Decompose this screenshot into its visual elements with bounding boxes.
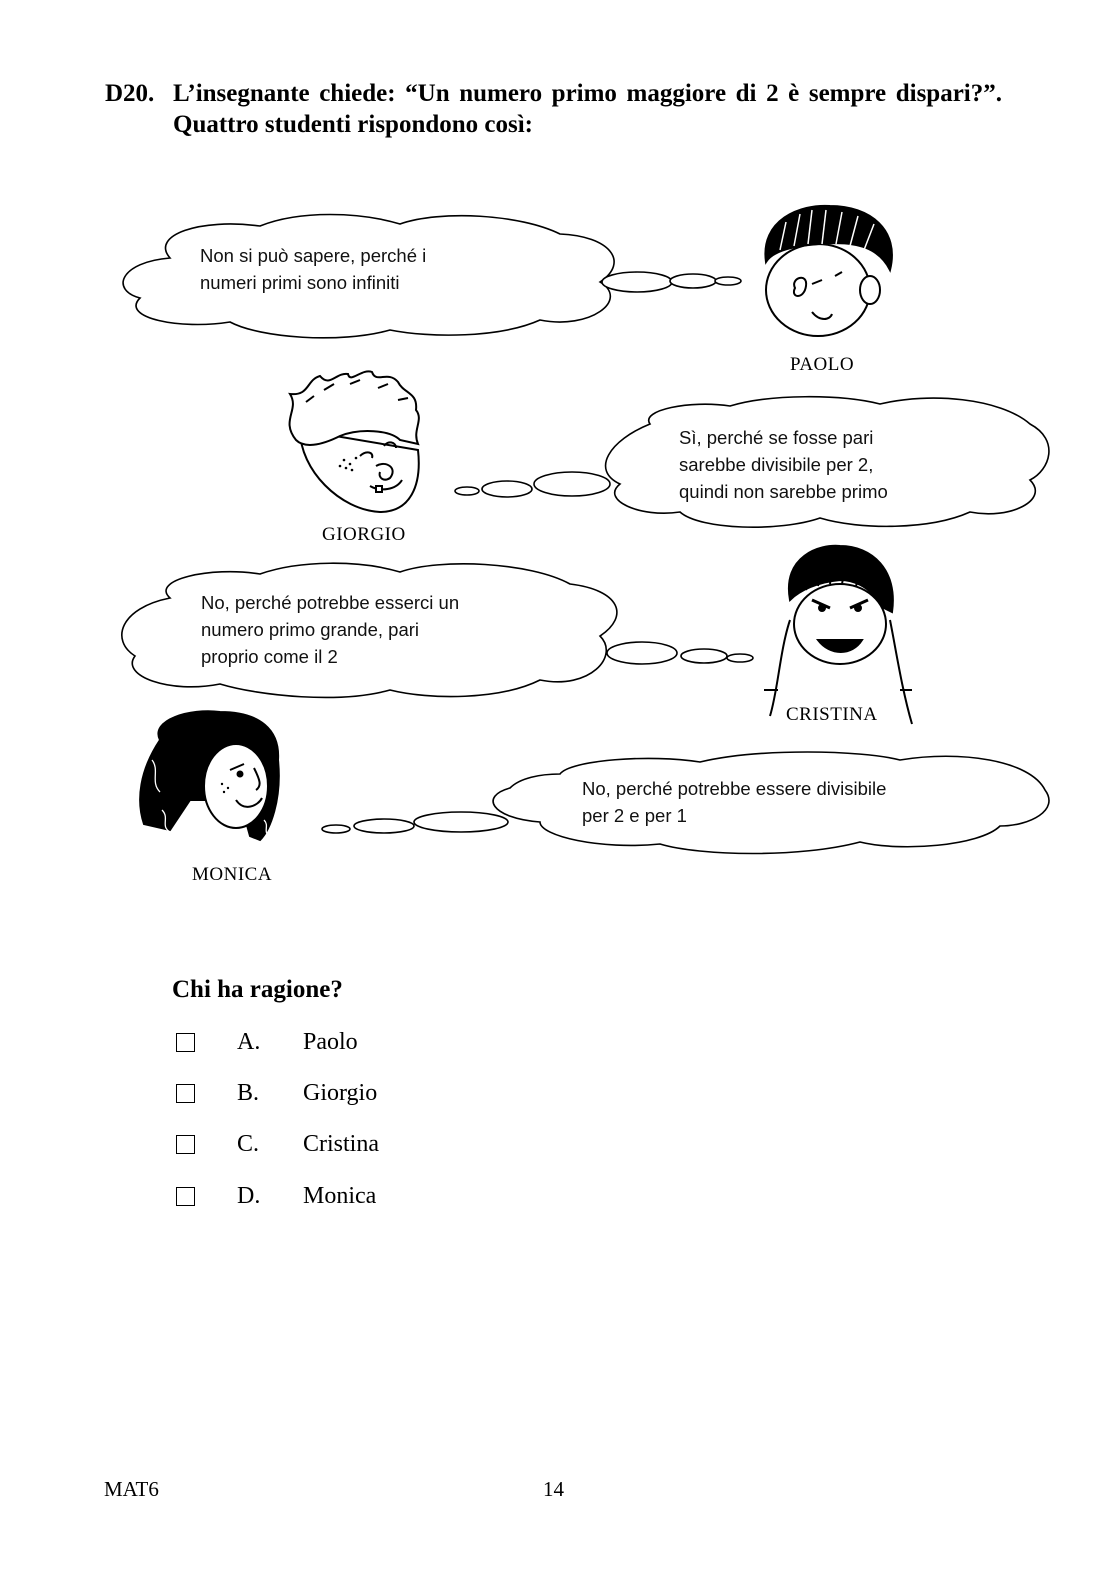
- option-letter: A.: [237, 1029, 261, 1055]
- paolo-answer: Non si può sapere, perché i numeri primi sono infiniti: [200, 245, 427, 293]
- option-label: Giorgio: [303, 1080, 378, 1106]
- option-letter: C.: [237, 1131, 260, 1157]
- question-number: D20.: [105, 80, 155, 107]
- option-label: Monica: [303, 1183, 377, 1209]
- giorgio-face: [290, 371, 419, 512]
- cristina-face: [764, 546, 912, 724]
- option-label: Cristina: [303, 1131, 379, 1157]
- monica-name: MONICA: [192, 864, 273, 885]
- paolo-face: [765, 206, 892, 336]
- giorgio-answer: Sì, perché se fosse pari sarebbe divisibile per 2, quindi non sarebbe primo: [679, 427, 888, 502]
- checkbox-a[interactable]: [176, 1033, 195, 1052]
- checkbox-d[interactable]: [176, 1187, 195, 1206]
- question-prompt: Chi ha ragione?: [172, 976, 343, 1003]
- monica-face: [140, 711, 279, 840]
- option-letter: B.: [237, 1080, 260, 1106]
- giorgio-name: GIORGIO: [322, 524, 406, 545]
- checkbox-b[interactable]: [176, 1084, 195, 1103]
- checkbox-c[interactable]: [176, 1135, 195, 1154]
- footer-code: MAT6: [104, 1477, 159, 1501]
- monica-answer: No, perché potrebbe essere divisibile per 2 e per 1: [582, 778, 887, 826]
- option-label: Paolo: [303, 1029, 358, 1055]
- paolo-name: PAOLO: [790, 354, 855, 375]
- cristina-answer: No, perché potrebbe esserci un numero primo grande, pari proprio come il 2: [201, 592, 460, 667]
- option-letter: D.: [237, 1183, 261, 1209]
- cristina-name: CRISTINA: [786, 704, 878, 725]
- page-number: 14: [543, 1477, 564, 1501]
- question-text: L’insegnante chiede: “Un numero primo maggiore di 2 è sempre dispari?”. Quattro studenti rispondono così:: [173, 80, 1002, 138]
